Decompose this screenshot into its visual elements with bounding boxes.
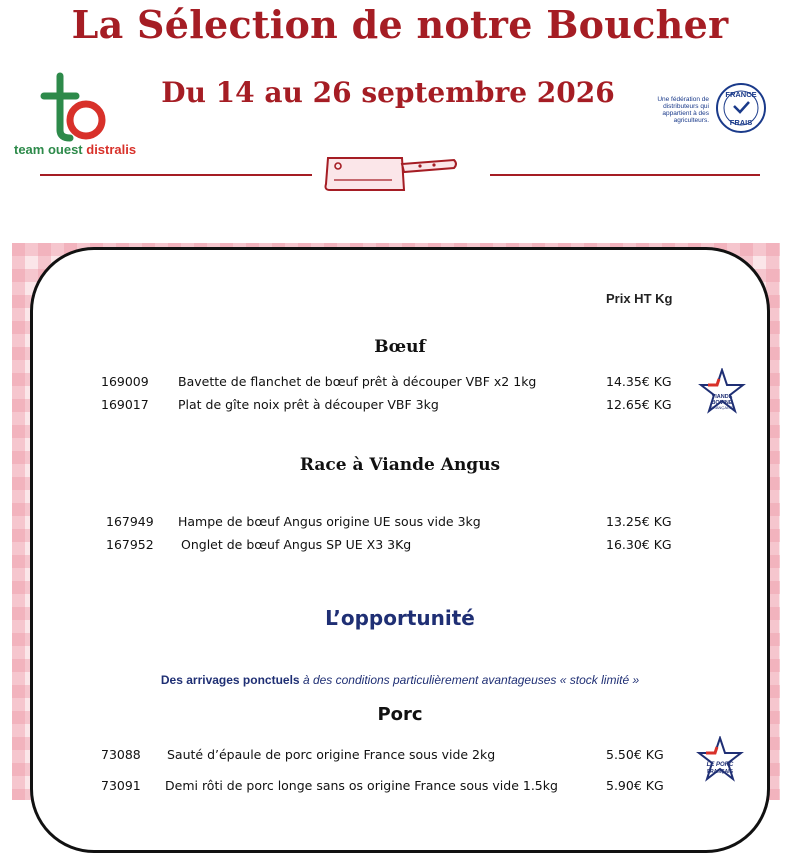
product-description: Onglet de bœuf Angus SP UE X3 3Kg [181,537,412,552]
product-price: 12.65€ KG [606,397,672,412]
badge-text-top: FRANCE [725,90,757,99]
tagline-rest: à des conditions particulièrement avantageuses « stock limité » [299,673,640,687]
product-description: Hampe de bœuf Angus origine UE sous vide 3kg [178,514,481,529]
product-code: 169017 [101,397,149,412]
vbf-line-1: VIANDE [711,394,733,400]
lpf-line-1: LE PORC [706,762,734,768]
le-porc-francais-label-icon [694,736,746,788]
vbf-line-3: FRANÇAISE [710,405,734,410]
section-title-opportunity: L’opportunité [325,606,475,630]
section-title-porc: Porc [377,704,423,725]
federation-text: Une fédération de distributeurs qui appartient à des agriculteurs. [657,96,709,124]
viande-bovine-francaise-label-icon [696,368,748,420]
product-code: 73091 [101,778,141,793]
product-row [0,397,800,419]
divider-right [490,174,760,176]
product-code: 167949 [106,514,154,529]
product-row [0,778,800,800]
product-row [0,374,800,396]
product-code: 169009 [101,374,149,389]
product-description: Sauté d’épaule de porc origine France sous vide 2kg [167,747,496,762]
page-title: La Sélection de notre Boucher [71,2,729,47]
section-title-boeuf: Bœuf [374,337,426,357]
product-description: Bavette de flanchet de bœuf prêt à découper VBF x2 1kg [178,374,537,389]
badge-text-bottom: FRAIS [729,118,753,127]
lpf-line-2: FRANÇAIS [707,769,733,775]
product-price: 16.30€ KG [606,537,672,552]
product-row [0,747,800,769]
product-code: 73088 [101,747,141,762]
team-ouest-distralis-logo [14,72,154,164]
product-code: 167952 [106,537,154,552]
france-frais-badge-icon [715,82,767,134]
to-monogram-icon [14,72,154,144]
product-price: 13.25€ KG [606,514,672,529]
divider-left [40,174,312,176]
brand-word-distralis: distralis [86,142,137,157]
product-price: 14.35€ KG [606,374,672,389]
opportunity-tagline [0,673,800,687]
brand-word-team-ouest: team ouest [14,142,87,157]
product-description: Demi rôti de porc longe sans os origine France sous vide 1.5kg [165,778,558,793]
tagline-bold: Des arrivages ponctuels [160,673,300,687]
product-row [0,514,800,536]
product-price: 5.50€ KG [606,747,664,762]
date-range: Du 14 au 26 septembre 2026 [161,76,615,109]
brand-wordmark [14,142,136,157]
product-price: 5.90€ KG [606,778,664,793]
france-frais-logo [655,82,775,142]
product-description: Plat de gîte noix prêt à découper VBF 3kg [178,397,439,412]
price-column-header: Prix HT Kg [606,291,673,306]
vbf-line-2: BOVINE [711,400,733,406]
cleaver-icon [320,150,460,194]
section-title-angus: Race à Viande Angus [299,455,501,475]
product-row [0,537,800,559]
